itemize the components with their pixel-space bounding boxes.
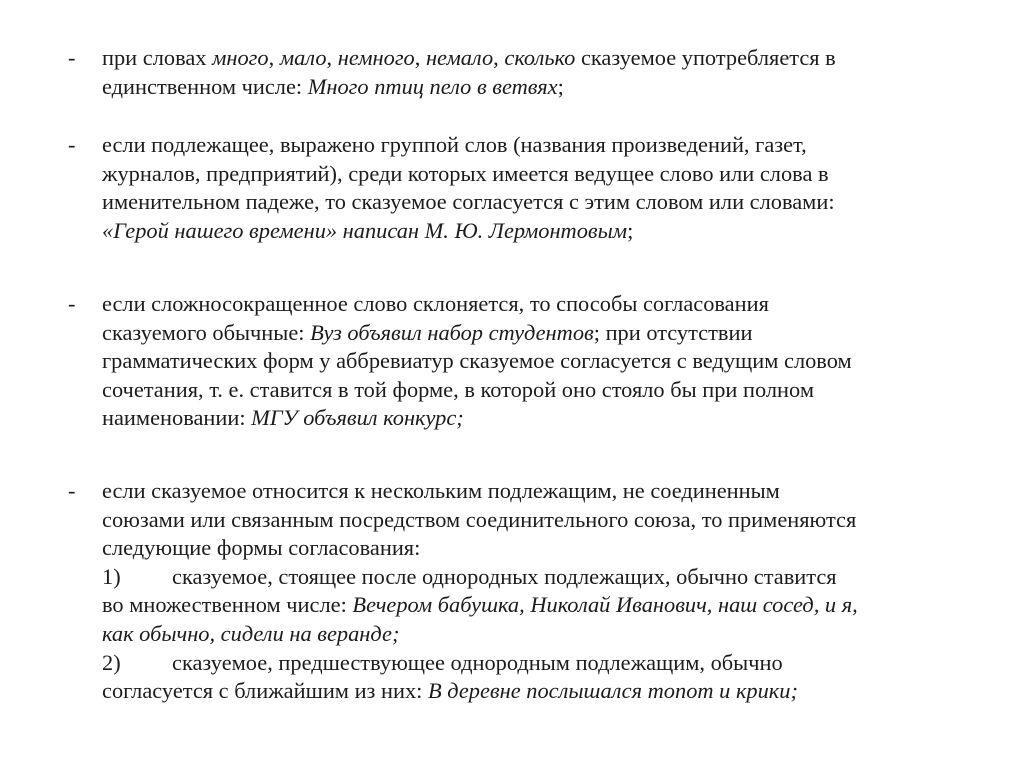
rule-text-segment: ,: [493, 45, 505, 70]
example-text: немного: [337, 45, 415, 70]
rule-text-segment: если подлежащее, выражено группой слов (названия произведений, газет,: [102, 132, 807, 157]
text-line: [102, 217, 982, 246]
example-text: Вуз объявил набор студентов: [310, 319, 594, 345]
text-line: [102, 477, 982, 506]
bullet-dash: -: [68, 478, 76, 503]
text-line: [102, 649, 982, 678]
text-line: [102, 404, 982, 433]
example-text: Вечером бабушка, Николай Иванович, наш сосед, и я,: [352, 592, 858, 618]
rule-text-segment: союзами или связанным посредством соединительного союза, то применяются: [102, 506, 857, 532]
rule-text-segment: ; при отсутствии: [593, 319, 753, 345]
list-number: 1): [102, 563, 121, 589]
rule-text-segment: ,: [326, 45, 338, 70]
rule-text-segment: ,: [268, 45, 280, 70]
text-line: [102, 188, 982, 217]
rule-text-segment: во множественном числе:: [102, 592, 353, 618]
example-text: немало: [425, 45, 494, 70]
text-line: [102, 160, 982, 189]
bullet-dash: -: [68, 291, 76, 316]
text-line: [102, 620, 982, 649]
rule-text-segment: если сказуемое относится к нескольким подлежащим, не соединенным: [102, 478, 780, 503]
text-line: [102, 347, 982, 376]
rule-text-segment: единственном числе:: [102, 73, 308, 99]
rule-text-segment: сочетания, т. е. ставится в той форме, в которой оно стояло бы при полном: [102, 376, 814, 402]
text-line: [102, 591, 982, 620]
example-text: «Герой нашего времени» написан М. Ю. Лермонтовым: [102, 217, 628, 243]
rule-text-segment: сказуемое, стоящее после однородных подлежащих, обычно ставится: [172, 563, 837, 589]
rule-text-segment: ,: [414, 45, 426, 70]
rule-text-segment: если сложносокращенное слово склоняется, то способы согласования: [102, 291, 769, 316]
text-line: [102, 376, 982, 405]
rule-text-segment: ;: [627, 217, 634, 243]
text-line: [102, 319, 982, 348]
bullet-dash: -: [68, 45, 76, 70]
rule-text-segment: грамматических форм у аббревиатур сказуемое согласуется с ведущим словом: [102, 348, 852, 374]
rule-text: [102, 44, 982, 101]
rule-text-segment: сказуемого обычные:: [102, 319, 311, 345]
example-text: как обычно, сидели на веранде;: [102, 620, 400, 646]
example-text: В деревне послышался топот и крики;: [427, 678, 798, 704]
text-line: [102, 506, 982, 535]
text-line: [102, 73, 982, 102]
text-line: [102, 131, 982, 160]
rule-text-segment: именительном падеже, то сказуемое согласуется с этим словом или словами:: [102, 189, 835, 215]
text-line: [102, 290, 982, 319]
text-line: [102, 534, 982, 563]
text-line: [102, 563, 982, 592]
rule-text: [102, 477, 982, 706]
rule-text-segment: при словах: [102, 45, 213, 70]
example-text: сколько: [504, 45, 576, 70]
example-text: МГУ объявил конкурс;: [251, 405, 464, 431]
rule-text-segment: согласуется с ближайшим из них:: [102, 678, 428, 704]
example-text: мало: [279, 45, 327, 70]
rule-text: [102, 290, 982, 433]
example-text: много: [212, 45, 269, 70]
list-number: 2): [102, 649, 121, 675]
rule-text: [102, 131, 982, 245]
rule-text-segment: журналов, предприятий), среди которых имеется ведущее слово или слова в: [102, 160, 829, 186]
text-line: [102, 44, 982, 73]
text-line: [102, 677, 982, 706]
rule-text-segment: следующие формы согласования:: [102, 535, 421, 561]
example-text: Много птиц пело в ветвях: [307, 73, 558, 99]
rule-text-segment: ;: [557, 73, 564, 99]
rule-text-segment: наименовании:: [102, 405, 252, 431]
rule-text-segment: сказуемое употребляется в: [575, 45, 836, 70]
bullet-dash: -: [68, 132, 76, 157]
rule-text-segment: сказуемое, предшествующее однородным подлежащим, обычно: [172, 649, 783, 675]
